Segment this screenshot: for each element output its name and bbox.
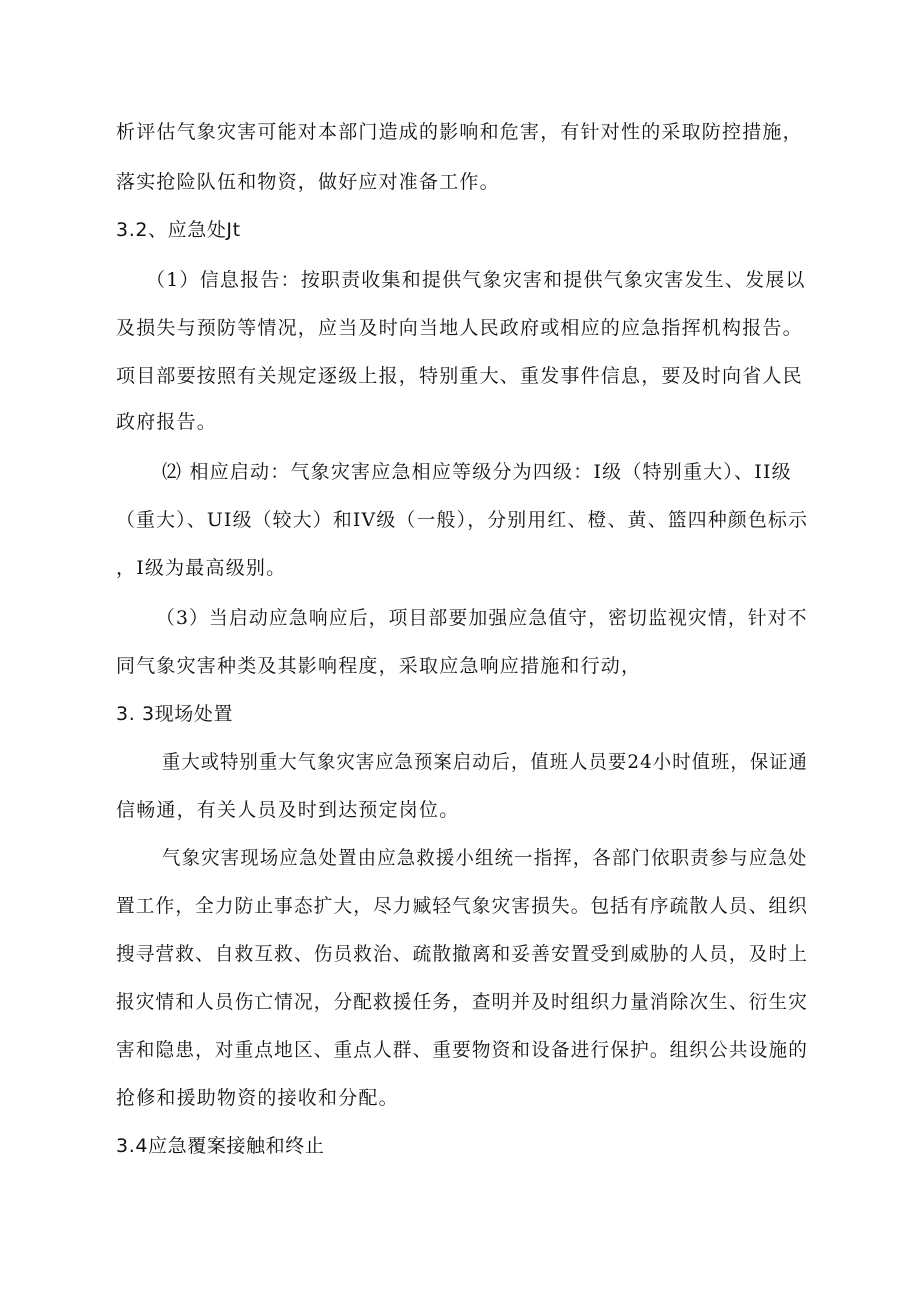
para-info-report-line-1: （1）信息报告：按职责收集和提供气象灾害和提供气象灾害发生、发展以 — [146, 269, 806, 291]
para-after-start-line-2: 同气象灾害种类及其影响程度，采取应急响应措施和行动， — [116, 655, 642, 677]
para-onsite-line-6: 抢修和援助物资的接收和分配。 — [116, 1087, 399, 1109]
section-heading-3-4: 3.4应急覆案接触和终止 — [116, 1135, 325, 1157]
para-duty-line-2: 信畅通，有关人员及时到达预定岗位。 — [116, 799, 460, 821]
para-info-report-line-2: 及损失与预防等情况，应当及时向当地人民政府或相应的应急指挥机构报告。 — [116, 317, 803, 339]
section-heading-3-3: 3. 3现场处置 — [116, 703, 234, 725]
para-onsite-line-3: 搜寻营救、自救互救、伤员救治、疏散撤离和妥善安置受到威胁的人员，及时上 — [116, 943, 809, 965]
para-info-report-line-3: 项目部要按照有关规定逐级上报，特别重大、重发事件信息，要及时向省人民 — [116, 365, 803, 387]
para-duty-line-1: 重大或特别重大气象灾害应急预案启动后，值班人员要24小时值班，保证通 — [162, 751, 808, 773]
para-onsite-line-4: 报灾情和人员伤亡情况，分配救援任务，查明并及时组织力量消除次生、衍生灾 — [116, 991, 809, 1013]
para-response-start-line-1: ⑵ 相应启动：气象灾害应急相应等级分为四级：I级（特别重大）、II级 — [162, 461, 792, 483]
para-after-start-line-1: （3）当启动应急响应后，项目部要加强应急值守，密切监视灾情，针对不 — [156, 607, 808, 629]
para-intro-line-2: 落实抢险队伍和物资，做好应对准备工作。 — [116, 171, 500, 193]
section-heading-3-2: 3.2、应急处Jt — [116, 219, 241, 241]
para-onsite-line-5: 害和隐患，对重点地区、重点人群、重要物资和设备进行保护。组织公共设施的 — [116, 1039, 809, 1061]
para-intro-line-1: 析评估气象灾害可能对本部门造成的影响和危害，有针对性的采取防控措施， — [116, 121, 803, 143]
para-onsite-line-2: 置工作，全力防止事态扩大，尽力臧轻气象灾害损失。包括有序疏散人员、组织 — [116, 895, 809, 917]
para-response-start-line-3: ，I级为最高级别。 — [116, 557, 287, 579]
para-info-report-line-4: 政府报告。 — [116, 411, 218, 433]
para-response-start-line-2: （重大）、UI级（较大）和IV级（一般），分别用红、橙、黄、篮四种颜色标示 — [116, 509, 809, 531]
para-onsite-line-1: 气象灾害现场应急处置由应急救援小组统一指挥，各部门依职责参与应急处 — [162, 847, 808, 869]
